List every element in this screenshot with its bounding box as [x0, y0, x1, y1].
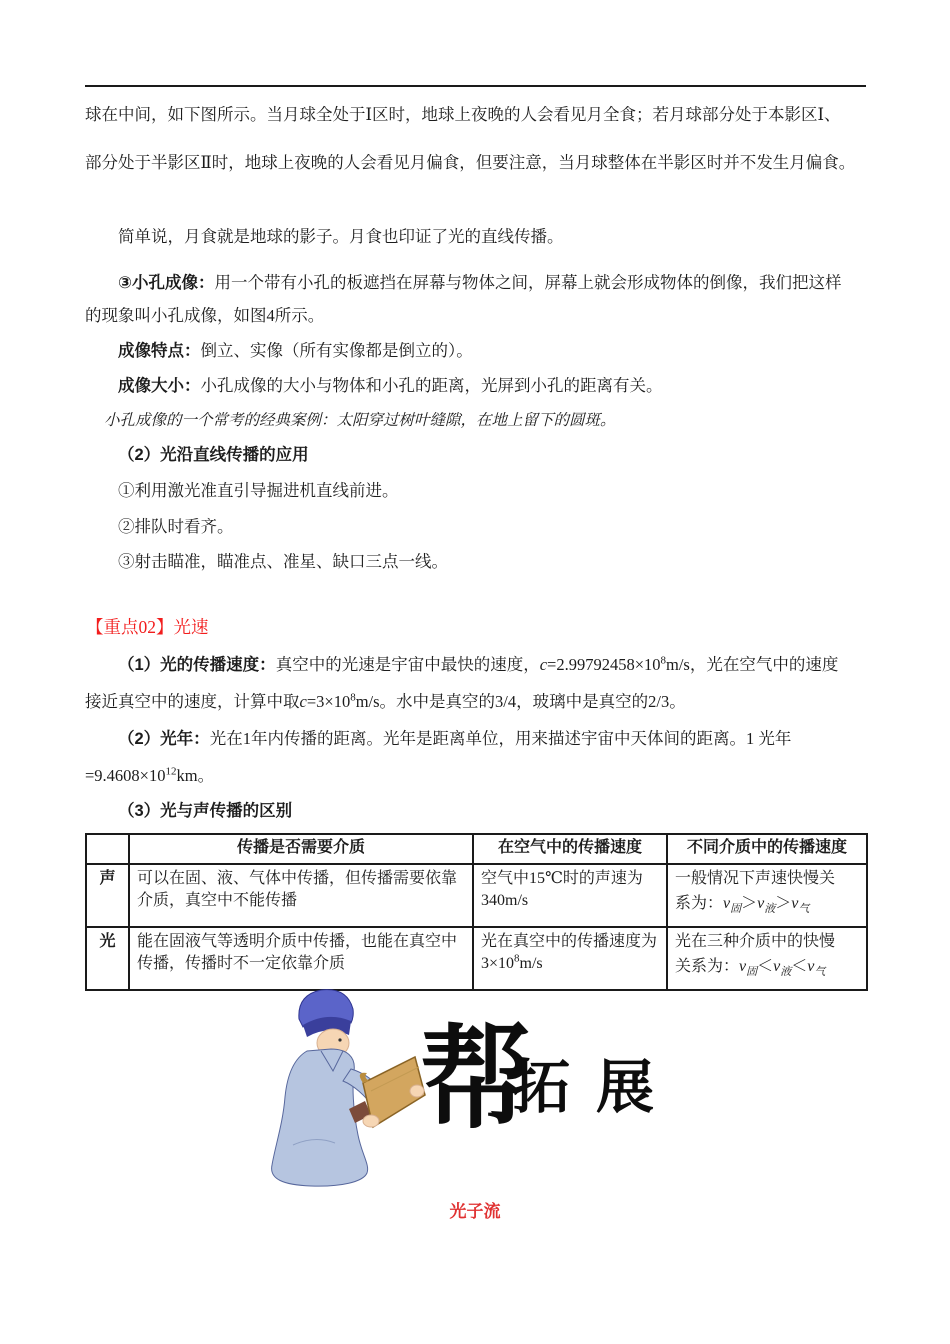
paragraph-light-year: [118, 728, 791, 750]
light-media-relation-cell: [667, 927, 867, 990]
paragraph-image-feature: [118, 340, 473, 362]
scholar-eye: [338, 1038, 341, 1041]
light-year-text: 光在1年内传播的距离。光年是距离单位，用来描述宇宙中天体间的距离。1 光年: [209, 729, 792, 748]
header-empty: [86, 834, 129, 864]
reading-scholar-illustration: [263, 985, 433, 1190]
image-size-text: 小孔成像的大小与物体和小孔的距离，光屏到小孔的距离有关。: [200, 376, 663, 395]
light-speed-post: m/s，光在空气中的速度: [666, 655, 839, 674]
light-speed-cont-value: =3×10: [306, 692, 351, 711]
paragraph-eclipse-summary: 简单说，月食就是地球的影子。月食也印证了光的直线传播。: [118, 227, 564, 246]
light-speed-cont-pre: 接近真空中的速度，计算中取: [85, 692, 300, 711]
light-speed-label: （1）光的传播速度：: [118, 656, 276, 674]
heading-key02-light-speed: 【重点02】光速: [86, 617, 209, 637]
light-speed-cont-post: m/s。水中是真空的3/4，玻璃中是真空的2/3。: [355, 692, 686, 711]
light-year-unit: km。: [176, 766, 215, 785]
light-year-label: （2）光年：: [118, 730, 210, 748]
image-feature-text: 倒立、实像（所有实像都是倒立的）。: [200, 341, 473, 360]
pinhole-label: ③小孔成像：: [118, 274, 215, 292]
paragraph-light-speed: [118, 654, 838, 676]
row-label-light: 光: [86, 927, 129, 990]
calligraphy-bang: 帮: [420, 1018, 532, 1142]
sound-light-comparison-table: [85, 833, 868, 991]
table-row-sound: [86, 864, 867, 927]
image-feature-label: 成像特点：: [118, 342, 201, 360]
paragraph-pinhole-imaging: [118, 272, 841, 294]
heading-application: （2）光沿直线传播的应用: [118, 446, 309, 464]
header-speed-in-air: 在空气中的传播速度: [473, 834, 667, 864]
light-speed-pre: 真空中的光速是宇宙中最快的速度，: [275, 655, 540, 674]
sound-media-relation-cell: [667, 864, 867, 927]
pinhole-text1: 用一个带有小孔的板遮挡在屏幕与物体之间，屏幕上就会形成物体的倒像，我们把这样: [214, 273, 842, 292]
table-row-light: [86, 927, 867, 990]
paragraph-eclipse-line1: 球在中间，如下图所示。当月球全处于Ⅰ区时，地球上夜晚的人会看见月全食；若月球部分处于本影区Ⅰ、: [85, 105, 841, 124]
paragraph-eclipse-line2: 部分处于半影区Ⅱ时，地球上夜晚的人会看见月偏食，但要注意，当月球整体在半影区时并不发生月偏食。: [85, 153, 856, 172]
light-medium-cell: 能在固液气等透明介质中传播，也能在真空中传播，传播时不一定依靠介质: [129, 927, 473, 990]
header-speed-in-media: 不同介质中的传播速度: [667, 834, 867, 864]
symbol-c: c: [539, 655, 548, 674]
heading-sound-light-difference: （3）光与声传播的区别: [118, 802, 293, 820]
light-relation-line1: 光在三种介质中的快慢: [675, 933, 836, 950]
section-title-photon-stream: 光子流: [449, 1202, 501, 1221]
row-label-sound: 声: [86, 864, 129, 927]
paragraph-image-size: [118, 375, 663, 397]
symbol-c-2: c: [299, 692, 307, 711]
exponent-8-2: 8: [350, 691, 356, 704]
calligraphy-tuozhan: 拓展: [512, 1055, 681, 1120]
light-vacuum-speed-cell: 光在真空中的传播速度为$3\times 10^8m/s$: [473, 927, 667, 990]
header-medium-needed: 传播是否需要介质: [129, 834, 473, 864]
scholar-left-hand: [363, 1115, 379, 1127]
paragraph-classic-case: 小孔成像的一个常考的经典案例：太阳穿过树叶缝隙，在地上留下的圆斑。: [104, 412, 616, 429]
application-item-3: ③射击瞄准，瞄准点、准星、缺口三点一线。: [118, 552, 448, 571]
exponent-12: 12: [165, 765, 177, 778]
sound-relation-line1: 一般情况下声速快慢关: [675, 870, 836, 887]
top-divider-line: [85, 85, 866, 87]
sound-relation-line2: 系为：$v_固>v_液>v_气$: [675, 895, 810, 915]
light-year-value: =9.4608×10: [85, 766, 166, 785]
paragraph-light-speed-cont: [85, 691, 686, 713]
paragraph-pinhole-cont: 的现象叫小孔成像，如图4所示。: [85, 306, 325, 325]
application-item-1: ①利用激光准直引导掘进机直线前进。: [118, 481, 399, 500]
image-size-label: 成像大小：: [118, 377, 201, 395]
light-relation-line2: 关系为：$v_固<v_液<v_气$: [675, 958, 826, 978]
application-item-2: ②排队时看齐。: [118, 517, 234, 536]
sound-air-speed-cell: 空气中15℃时的声速为340m/s: [473, 864, 667, 927]
light-speed-value: =2.99792458×10: [547, 655, 661, 674]
sound-medium-cell: 可以在固、液、气体中传播，但传播需要依靠介质，真空中不能传播: [129, 864, 473, 927]
paragraph-light-year-cont: [85, 765, 214, 787]
table-header-row: [86, 834, 867, 864]
exponent-8: 8: [660, 654, 667, 667]
